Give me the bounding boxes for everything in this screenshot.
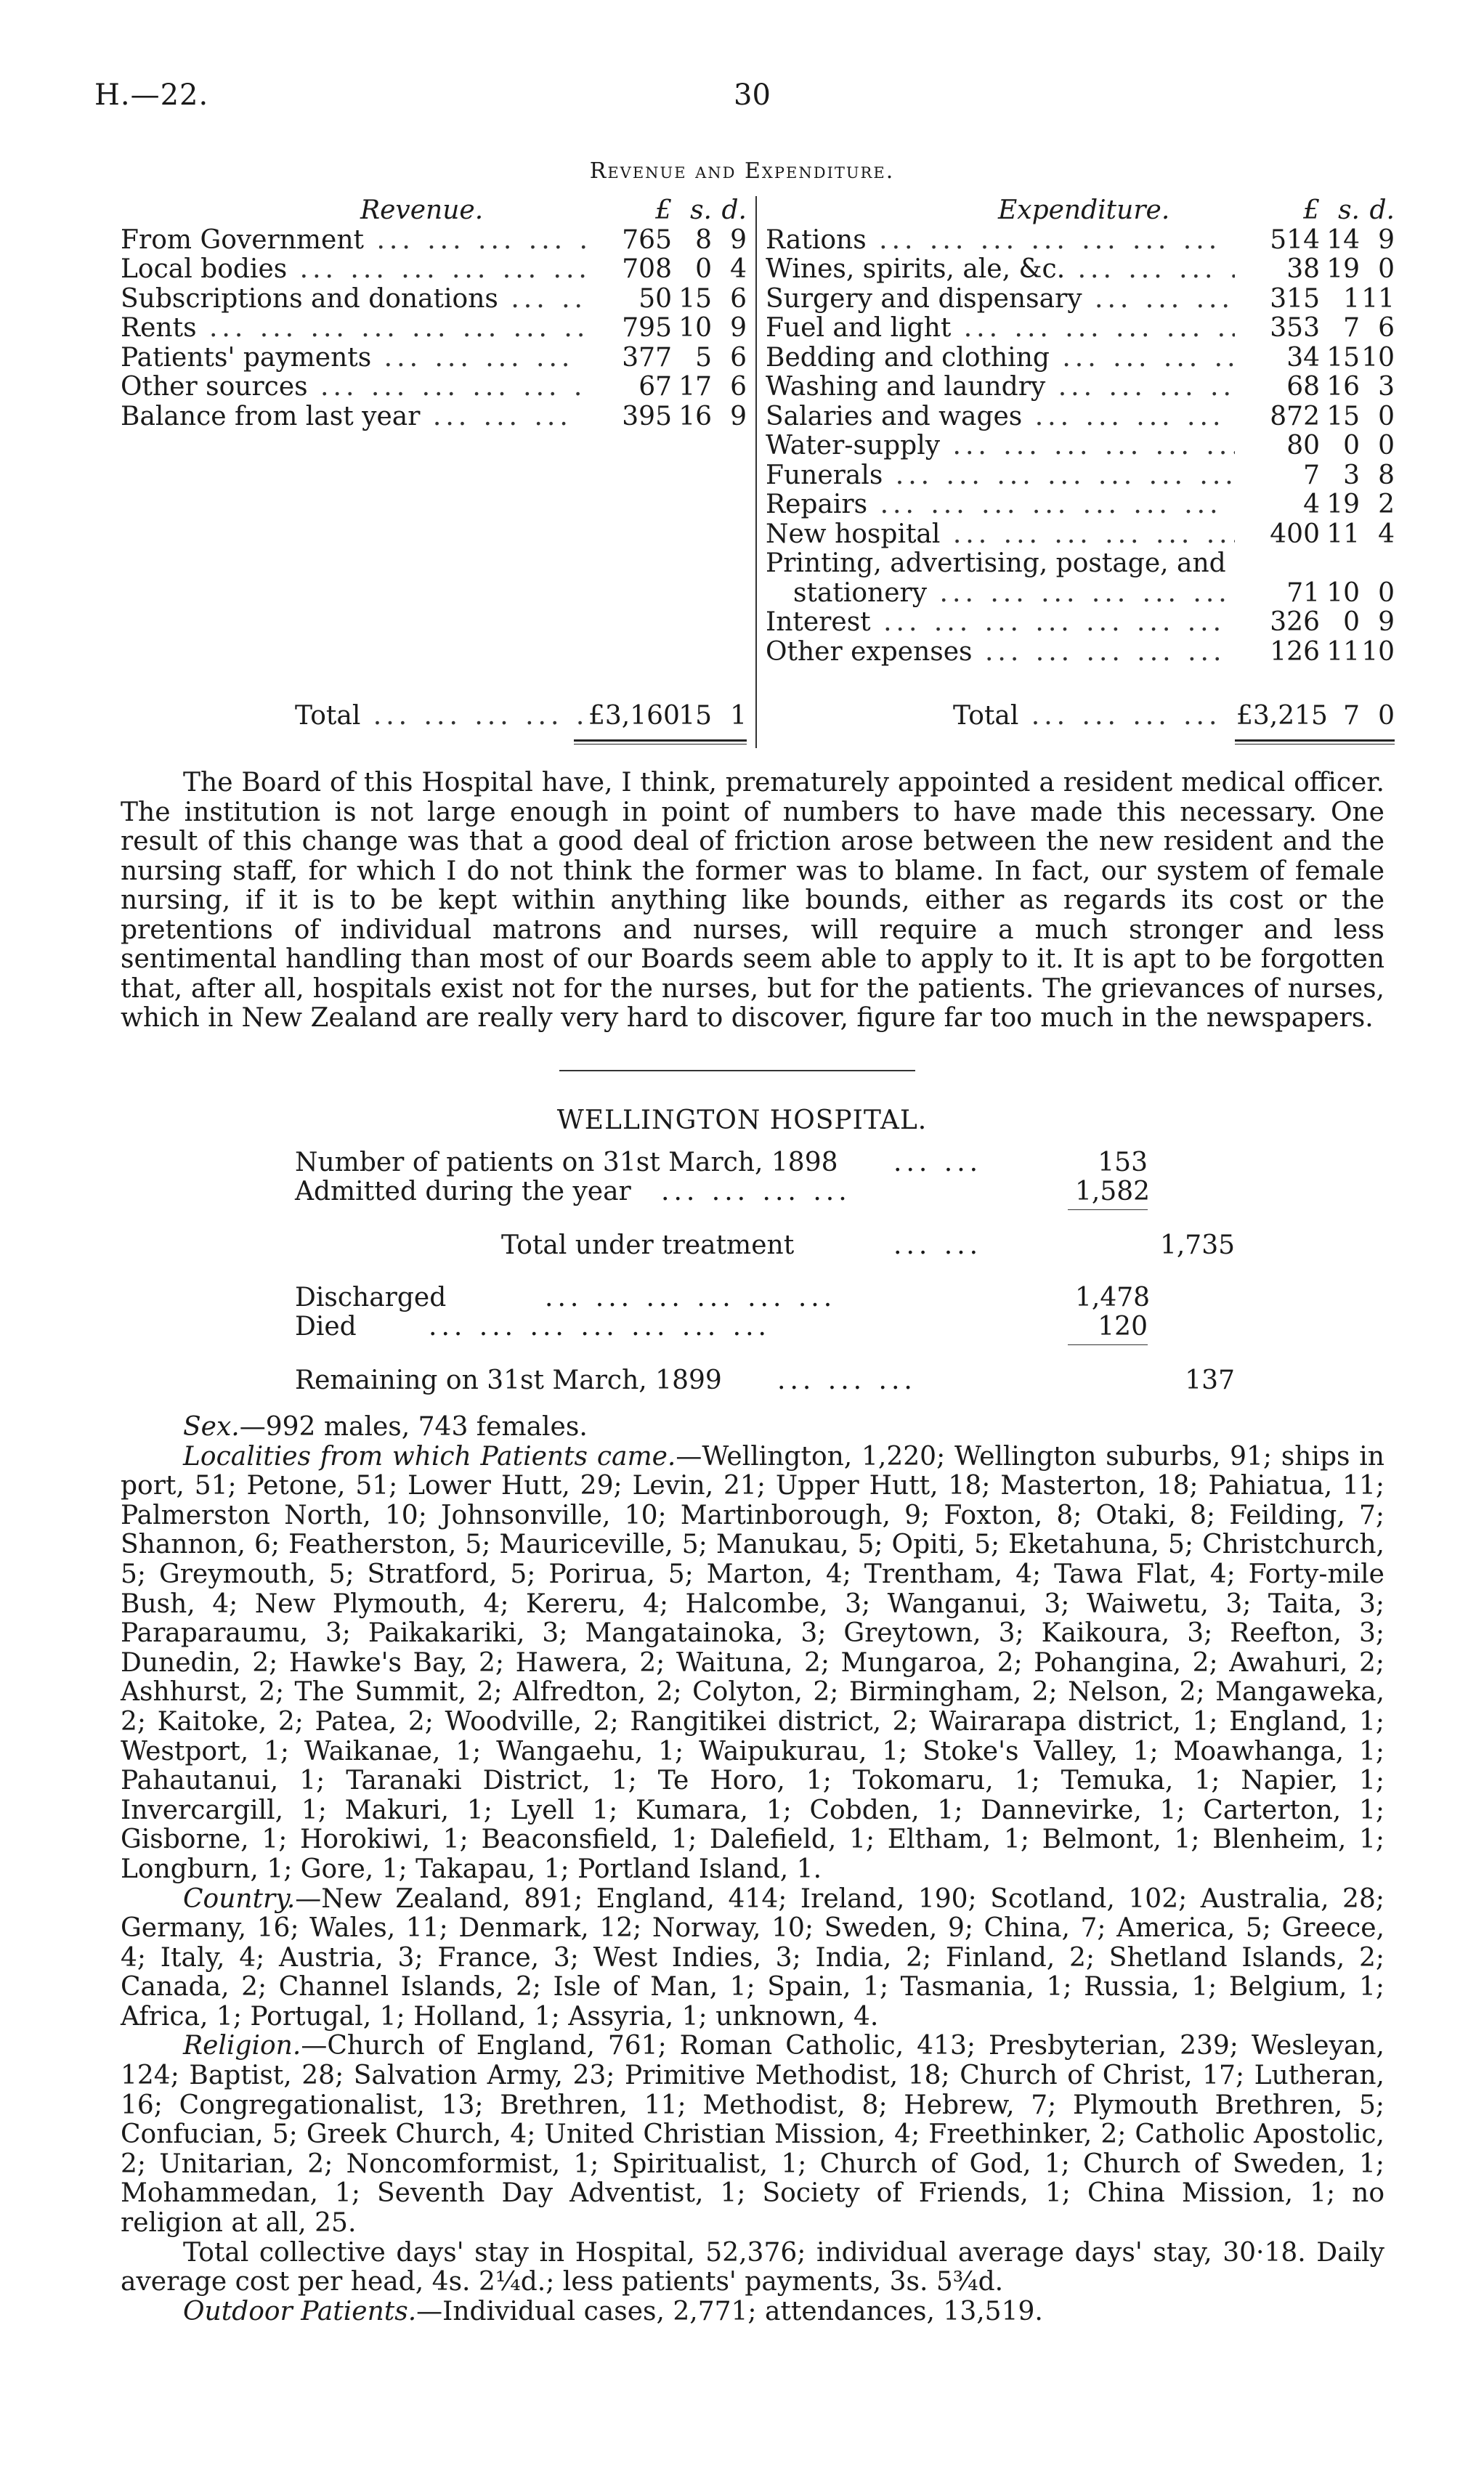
pounds-head: £ [655, 195, 672, 225]
revenue-pounds: 50 [638, 283, 672, 314]
expenditure-shillings: 14 [1326, 224, 1360, 255]
revenue-pounds: 795 [622, 313, 672, 343]
sex-paragraph [121, 1413, 1384, 1443]
expenditure-label: Bedding and clothing ... [766, 344, 1235, 373]
expenditure-pounds: 353 [1270, 313, 1320, 343]
expenditure-pounds [1236, 549, 1320, 579]
revenue-pence: 6 [730, 342, 747, 373]
expenditure-total-row [764, 701, 1395, 731]
expenditure-row [766, 520, 1395, 550]
expenditure-row [766, 285, 1395, 315]
revenue-label: Balance from last year ... [121, 402, 587, 432]
expenditure-shillings: 11 [1326, 519, 1360, 549]
revenue-pounds: 708 [622, 254, 672, 284]
expenditure-label: stationery ... [793, 579, 1235, 609]
total-shillings: 15 [678, 701, 712, 731]
expenditure-shillings: 19 [1326, 490, 1360, 519]
leader-dots: ... ... ... ... [661, 1177, 851, 1206]
expenditure-pounds: 4 [1303, 490, 1320, 519]
total-pence: 0 [1378, 701, 1395, 731]
revenue-pounds: 67 [638, 372, 672, 402]
revenue-pence: 9 [730, 401, 747, 431]
expenditure-shillings [1320, 549, 1360, 579]
stat-label-total: Total under treatment [501, 1230, 795, 1260]
expenditure-label: Repairs ... [766, 490, 1235, 520]
page-number: 30 [734, 78, 771, 112]
expenditure-pounds: 68 [1286, 372, 1320, 402]
leader-dots: ... ... [893, 1230, 983, 1260]
total-label: Total ... [764, 701, 1235, 731]
expenditure-row [766, 549, 1395, 579]
leader-dots: ... ... [893, 1148, 983, 1177]
expenditure-pence: 6 [1378, 313, 1395, 343]
expenditure-row [766, 255, 1395, 285]
stat-label-remaining: Remaining on 31st March, 1899 [295, 1366, 722, 1395]
expenditure-label: Washing and laundry ... [766, 373, 1235, 402]
commentary-paragraph [121, 768, 1384, 1034]
revenue-label: Rents ... [121, 314, 587, 344]
commentary-text: The Board of this Hospital have, I think, prematurely appointed a resident medical officer. The institution is not large enough in point of numbers to have made this necessary. One result of this change was that a good deal of friction arose between the new resident and the nursing staff, for which I do not think the former was to blame. In fact, our system of female nursing, if it is to be kept within anything like bounds, either as regards its cost or the pretentions of individual matrons and nurses, will require a much stronger and less sentimental handling than most of our Boards seem able to apply to it. It is apt to be forgotten that, after all, hospitals exist not for the nurses, but for the patients. The grievances of nurses, which in New Zealand are really very hard to discover, figure far too much in the newspapers. [121, 768, 1384, 1033]
expenditure-pence: 9 [1378, 607, 1395, 637]
revenue-shillings: 10 [678, 313, 712, 343]
sum-rule [1068, 1344, 1148, 1345]
revenue-shillings: 15 [678, 283, 712, 314]
revenue-pence: 4 [730, 254, 747, 284]
outdoor-label: Outdoor Patients. [183, 2296, 417, 2326]
expenditure-row [766, 638, 1395, 668]
revenue-shillings: 5 [695, 342, 712, 373]
expenditure-pence: 2 [1378, 490, 1395, 519]
expenditure-row [766, 314, 1395, 344]
revenue-shillings: 0 [695, 254, 712, 284]
expenditure-pence: 0 [1378, 401, 1395, 431]
expenditure-pence: 8 [1378, 460, 1395, 490]
stat-label-died: Died [295, 1312, 357, 1342]
expenditure-pence: 4 [1378, 519, 1395, 549]
expenditure-shillings: 1 [1343, 283, 1360, 314]
expenditure-label: Funerals ... [766, 461, 1235, 491]
leader-dots: ... ... ... [777, 1366, 917, 1395]
expenditure-pounds: 80 [1286, 431, 1320, 460]
revenue-label: Patients' payments ... [121, 344, 587, 373]
expenditure-pence: 10 [1361, 636, 1395, 667]
total-pence: 1 [730, 701, 747, 731]
stat-value-1898: 153 [1098, 1148, 1148, 1177]
expenditure-shillings: 11 [1326, 636, 1360, 667]
total-rule [574, 739, 747, 742]
revenue-row [121, 255, 747, 285]
localities-text: —Wellington, 1,220; Wellington suburbs, 91; ships in port, 51; Petone, 51; Lower Hutt, 29; Levin, 21; Upper Hutt, 18; Masterton, 18; Pahiatua, 11; Palmerston North, 10; Johnsonville, 10; Martinborough, 9; Foxton, 8; Otaki, 8; Feilding, 7; Shannon, 6; Featherston, 5; Mauriceville, 5; Manukau, 5; Opiti, 5; Eketahuna, 5; Christchurch, 5; Greymouth, 5; Stratford, 5; Porirua, 5; Marton, 4; Trentham, 4; Tawa Flat, 4; Forty-mile Bush, 4; New Plymouth, 4; Kereru, 4; Halcombe, 3; Wanganui, 3; Waiwetu, 3; Taita, 3; Paraparaumu, 3; Paikakariki, 3; Mangatainoka, 3; Greytown, 3; Kaikoura, 3; Reefton, 3; Dunedin, 2; Hawke's Bay, 2; Hawera, 2; Waituna, 2; Mungaroa, 2; Pohangina, 2; Awahuri, 2; Ashhurst, 2; The Summit, 2; Alfredton, 2; Colyton, 2; Birmingham, 2; Nelson, 2; Mangaweka, 2; Kaitoke, 2; Patea, 2; Woodville, 2; Rangitikei district, 2; Wairarapa district, 1; England, 1; Westport, 1; Waikanae, 1; Wangaehu, 1; Waipukurau, 1; Stoke's Valley, 1; Moawhanga, 1; Pahautanui, 1; Taranaki District, 1; Te Horo, 1; Tokomaru, 1; Temuka, 1; Napier, 1; Invercargill, 1; Makuri, 1; Lyell 1; Kumara, 1; Cobden, 1; Dannevirke, 1; Carterton, 1; Gisborne, 1; Horokiwi, 1; Beaconsfield, 1; Dalefield, 1; Eltham, 1; Belmont, 1; Blenheim, 1; Longburn, 1; Gore, 1; Takapau, 1; Portland Island, 1. [121, 1441, 1384, 1884]
expenditure-row [766, 608, 1395, 638]
report-code: H.—22. [94, 78, 209, 112]
expenditure-label: Printing, advertising, postage, and [766, 549, 1226, 578]
revenue-row [121, 373, 747, 402]
expenditure-shillings: 0 [1343, 431, 1360, 460]
expenditure-row [766, 431, 1395, 461]
revenue-label: Subscriptions and donations ... [121, 285, 587, 315]
revenue-column-heads [121, 196, 747, 226]
revenue-row [121, 402, 747, 432]
revenue-label: Local bodies ... [121, 255, 587, 285]
expenditure-row [766, 344, 1395, 373]
total-pounds: £3,160 [588, 701, 680, 731]
expenditure-row [766, 490, 1395, 520]
stat-value-total: 1,735 [1159, 1230, 1235, 1260]
revenue-label: Other sources ... [121, 373, 587, 402]
pence-head: d. [721, 195, 747, 225]
religion-paragraph [121, 2032, 1384, 2238]
expenditure-pence: 11 [1361, 283, 1395, 314]
revenue-shillings: 8 [695, 224, 712, 255]
outdoor-paragraph [121, 2297, 1384, 2327]
expenditure-row [766, 373, 1395, 402]
expenditure-heading: Expenditure. [998, 196, 1170, 225]
revenue-pounds: 765 [622, 224, 672, 255]
revenue-pounds: 395 [622, 401, 672, 431]
expenditure-pence: 9 [1378, 224, 1395, 255]
expenditure-row [766, 402, 1395, 432]
expenditure-label: Rations ... [766, 226, 1235, 256]
expenditure-pounds: 315 [1270, 283, 1320, 314]
stay-paragraph: Total collective days' stay in Hospital, 52,376; individual average days' stay, 30·18. Daily average cost per head, 4s. 2¼d.; less patients' payments, 3s. 5¾d. [121, 2237, 1384, 2297]
revenue-row [121, 226, 747, 256]
expenditure-table [755, 196, 1395, 748]
stat-value-remaining: 137 [1185, 1366, 1235, 1395]
expenditure-shillings: 15 [1326, 401, 1360, 431]
expenditure-label: Surgery and dispensary ... [766, 285, 1235, 315]
expenditure-pounds: 71 [1286, 577, 1320, 608]
expenditure-label: New hospital ... [766, 520, 1235, 550]
localities-paragraph [121, 1443, 1384, 1885]
revenue-table [121, 196, 747, 431]
country-text: —New Zealand, 891; England, 414; Ireland, 190; Scotland, 102; Australia, 28; Germany, 16; Wales, 11; Denmark, 12; Norway, 10; Sweden, 9; China, 7; America, 5; Greece, 4; Italy, 4; Austria, 3; France, 3; West Indies, 3; India, 2; Finland, 2; Shetland Islands, 2; Canada, 2; Channel Islands, 2; Isle of Man, 1; Spain, 1; Tasmania, 1; Russia, 1; Belgium, 1; Africa, 1; Portugal, 1; Holland, 1; Assyria, 1; unknown, 4. [121, 1883, 1384, 2032]
revenue-shillings: 17 [678, 372, 712, 402]
stat-value-died: 120 [1098, 1312, 1148, 1342]
pounds-head: £ [1303, 195, 1320, 225]
country-label: Country. [183, 1883, 296, 1914]
total-label: Total ... [121, 701, 587, 731]
revenue-row [121, 344, 747, 373]
expenditure-pence: 10 [1361, 342, 1395, 373]
expenditure-pounds: 7 [1303, 460, 1320, 490]
revenue-row [121, 285, 747, 315]
expenditure-pence [1360, 549, 1395, 579]
expenditure-label: Interest ... [766, 608, 1235, 638]
stat-label-admitted: Admitted during the year [295, 1177, 631, 1206]
wellington-details [121, 1413, 1384, 2326]
revenue-pounds: 377 [622, 342, 672, 373]
religion-text: —Church of England, 761; Roman Catholic, 413; Presbyterian, 239; Wesleyan, 124; Baptist, 28; Salvation Army, 23; Primitive Methodist, 18; Church of Christ, 17; Lutheran, 16; Congregationalist, 13; Brethren, 11; Methodist, 8; Hebrew, 7; Plymouth Brethren, 5; Confucian, 5; Greek Church, 4; United Christian Mission, 4; Freethinker, 2; Catholic Apostolic, 2; Unitarian, 2; Noncomformist, 1; Spiritualist, 1; Church of God, 1; Church of Sweden, 1; Mohammedan, 1; Seventh Day Adventist, 1; Society of Friends, 1; China Mission, 1; no religion at all, 25. [121, 2031, 1384, 2239]
expenditure-shillings: 0 [1343, 607, 1360, 637]
expenditure-label: Wines, spirits, ale, &c. ... [766, 255, 1235, 285]
expenditure-pounds: 34 [1286, 342, 1320, 373]
expenditure-pounds: 400 [1270, 519, 1320, 549]
revenue-row [121, 314, 747, 344]
revenue-shillings: 16 [678, 401, 712, 431]
leader-dots: ... ... ... ... ... ... ... [429, 1312, 771, 1342]
total-rule [1235, 739, 1395, 742]
expenditure-row [766, 579, 1395, 609]
expenditure-label: Salaries and wages ... [766, 402, 1235, 432]
expenditure-pence: 0 [1378, 254, 1395, 284]
expenditure-column-heads [766, 196, 1395, 226]
stat-value-admitted: 1,582 [1075, 1177, 1151, 1206]
total-pounds: £3,215 [1236, 701, 1328, 731]
expenditure-shillings: 16 [1326, 372, 1360, 402]
section-divider [559, 1070, 915, 1071]
total-shillings: 7 [1343, 701, 1360, 731]
stat-value-discharged: 1,478 [1075, 1283, 1151, 1312]
expenditure-shillings: 19 [1326, 254, 1360, 284]
revenue-pence: 9 [730, 224, 747, 255]
revenue-heading: Revenue. [360, 196, 484, 225]
expenditure-row [766, 461, 1395, 491]
revenue-pence: 6 [730, 283, 747, 314]
expenditure-row [766, 226, 1395, 256]
expenditure-pounds: 126 [1270, 636, 1320, 667]
expenditure-shillings: 15 [1326, 342, 1360, 373]
revenue-label: From Government ... [121, 226, 587, 256]
wellington-hospital-title: WELLINGTON HOSPITAL. [556, 1105, 928, 1135]
shillings-head: s. [690, 195, 712, 225]
leader-dots: ... ... ... ... ... ... [545, 1283, 837, 1312]
expenditure-shillings: 10 [1326, 577, 1360, 608]
expenditure-pounds: 514 [1270, 224, 1320, 255]
sum-rule [1068, 1209, 1148, 1210]
expenditure-pence: 0 [1378, 431, 1395, 460]
stat-label-1898: Number of patients on 31st March, 1898 [295, 1148, 838, 1177]
expenditure-pounds: 38 [1286, 254, 1320, 284]
outdoor-text: —Individual cases, 2,771; attendances, 13,519. [416, 2296, 1043, 2326]
expenditure-label: Other expenses ... [766, 638, 1235, 668]
shillings-head: s. [1338, 195, 1360, 225]
localities-label: Localities from which Patients came. [183, 1441, 676, 1472]
country-paragraph [121, 1885, 1384, 2032]
expenditure-label: Fuel and light ... [766, 314, 1235, 344]
expenditure-label: Water-supply ... [766, 431, 1235, 461]
expenditure-pence: 0 [1378, 577, 1395, 608]
revenue-pence: 9 [730, 313, 747, 343]
revenue-expenditure-title: Revenue and Expenditure. [589, 158, 895, 184]
sex-label: Sex. [183, 1412, 240, 1442]
expenditure-pounds: 326 [1270, 607, 1320, 637]
sex-text: —992 males, 743 females. [239, 1412, 588, 1442]
expenditure-pence: 3 [1378, 372, 1395, 402]
expenditure-shillings: 3 [1343, 460, 1360, 490]
religion-label: Religion. [183, 2031, 301, 2061]
revenue-total-row [121, 701, 747, 731]
stat-label-discharged: Discharged [295, 1283, 447, 1312]
expenditure-shillings: 7 [1343, 313, 1360, 343]
revenue-pence: 6 [730, 372, 747, 402]
pence-head: d. [1369, 195, 1395, 225]
expenditure-pounds: 872 [1270, 401, 1320, 431]
